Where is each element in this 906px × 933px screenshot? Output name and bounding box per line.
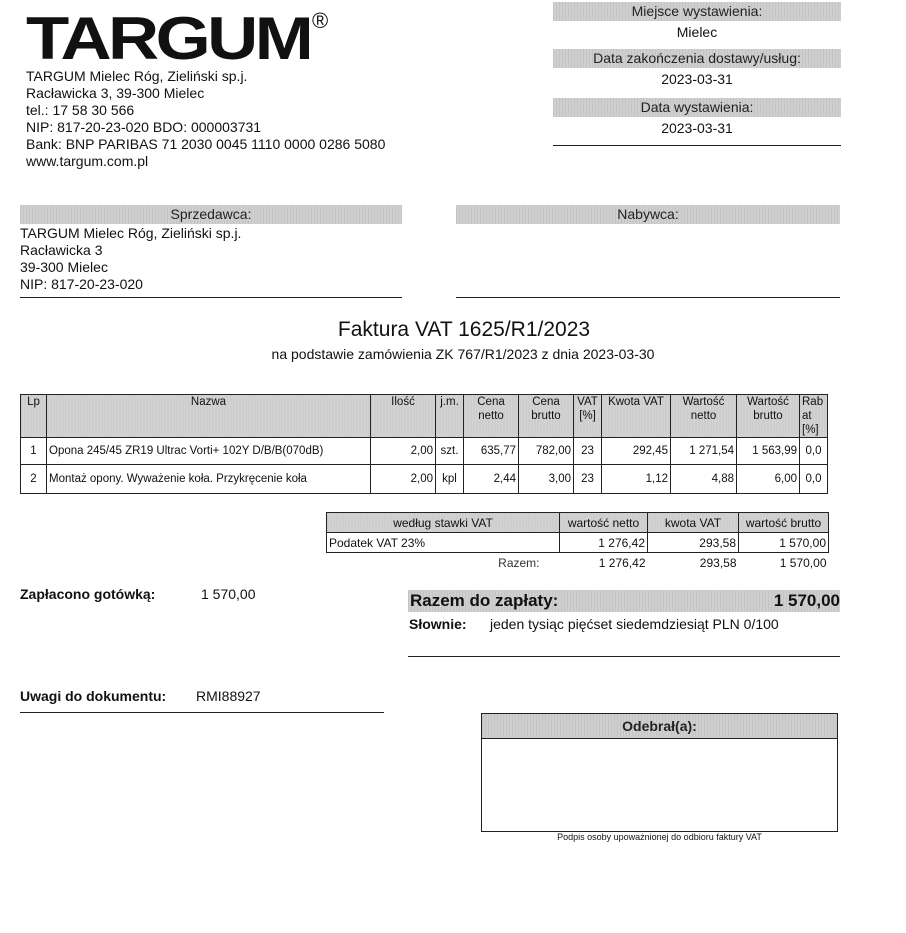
header-quantity: Ilość	[371, 395, 436, 438]
seller-nip: NIP: 817-20-23-020	[20, 276, 143, 292]
receiver-signature-box	[481, 713, 838, 832]
issue-place-label: Miejsce wystawienia:	[553, 2, 841, 21]
logo-text: TARGUM	[26, 5, 311, 72]
registered-mark: ®	[312, 8, 329, 33]
company-bank: Bank: BNP PARIBAS 71 2030 0045 1110 0000 0286 5080	[26, 136, 386, 152]
payment-label: Zapłacono gotówką:	[20, 586, 156, 602]
issue-date-block	[553, 98, 841, 139]
receiver-caption: Podpis osoby upoważnionej do odbioru faktury VAT	[557, 832, 762, 842]
delivery-date-label: Data zakończenia dostawy/usług:	[553, 49, 841, 68]
header-gross-price: Cena brutto	[519, 395, 574, 438]
vat-header-rate: według stawki VAT	[327, 513, 560, 533]
delivery-date-block	[553, 49, 841, 90]
cell-name: Montaż opony. Wyważenie koła. Przykręcenie koła	[47, 465, 371, 494]
table-row	[327, 533, 829, 553]
cell-vat-amount: 292,45	[602, 438, 671, 465]
targum-logo	[26, 5, 336, 72]
table-row	[21, 438, 828, 465]
in-words-value: jeden tysiąc pięćset siedemdziesiąt PLN 0/100	[490, 616, 779, 632]
cell-unit: szt.	[436, 438, 464, 465]
receiver-label: Odebrał(a):	[482, 714, 837, 739]
vat-header-vat: kwota VAT	[648, 513, 739, 533]
vat-total-vat: 293,58	[699, 555, 737, 570]
company-name: TARGUM Mielec Róg, Zieliński sp.j.	[26, 68, 248, 84]
vat-total-label: Razem:	[498, 555, 540, 570]
cell-net-value: 4,88	[671, 465, 737, 494]
seller-name: TARGUM Mielec Róg, Zieliński sp.j.	[20, 225, 242, 241]
cell-gross-value: 6,00	[737, 465, 800, 494]
seller-block	[20, 205, 402, 293]
cell-unit: kpl	[436, 465, 464, 494]
vat-net-cell: 1 276,42	[560, 533, 648, 553]
seller-street: Racławicka 3	[20, 242, 103, 258]
header-unit: j.m.	[436, 395, 464, 438]
vat-header-net: wartość netto	[560, 513, 648, 533]
vat-header-gross: wartość brutto	[739, 513, 829, 533]
cell-discount: 0,0	[800, 465, 828, 494]
cell-lp: 1	[21, 438, 47, 465]
remarks-label: Uwagi do dokumentu:	[20, 688, 167, 704]
header-discount: Rab at [%]	[800, 395, 828, 438]
buyer-label: Nabywca:	[456, 205, 840, 224]
vat-gross-cell: 1 570,00	[739, 533, 829, 553]
table-row	[21, 465, 828, 494]
vat-total-row	[327, 553, 829, 573]
cell-vat-amount: 1,12	[602, 465, 671, 494]
invoice-title: Faktura VAT 1625/R1/2023	[337, 318, 591, 341]
divider	[20, 297, 402, 298]
payment-value: 1 570,00	[201, 586, 256, 602]
cell-vat-rate: 23	[574, 438, 602, 465]
header-vat-rate: VAT [%]	[574, 395, 602, 438]
divider	[553, 145, 841, 146]
cell-quantity: 2,00	[371, 465, 436, 494]
issue-place-block	[553, 2, 841, 43]
header-name: Nazwa	[47, 395, 371, 438]
company-address: Racławicka 3, 39-300 Mielec	[26, 85, 205, 101]
cell-net-price: 635,77	[464, 438, 519, 465]
total-due-bar	[408, 590, 840, 612]
delivery-date-value: 2023-03-31	[661, 71, 733, 87]
remarks-value: RMI88927	[196, 688, 261, 704]
cell-vat-rate: 23	[574, 465, 602, 494]
vat-total-gross: 1 570,00	[779, 555, 827, 570]
issue-place-value: Mielec	[676, 24, 718, 40]
company-info	[26, 68, 385, 170]
total-due-value: 1 570,00	[773, 591, 840, 610]
cell-net-value: 1 271,54	[671, 438, 737, 465]
cell-gross-value: 1 563,99	[737, 438, 800, 465]
seller-label: Sprzedawca:	[20, 205, 402, 224]
cell-gross-price: 782,00	[519, 438, 574, 465]
cell-name: Opona 245/45 ZR19 Ultrac Vorti+ 102Y D/B/B(070dB)	[47, 438, 371, 465]
header-lp: Lp	[21, 395, 47, 438]
issue-date-label: Data wystawienia:	[553, 98, 841, 117]
divider	[408, 656, 840, 657]
cell-discount: 0,0	[800, 438, 828, 465]
header-gross-value: Wartość brutto	[737, 395, 800, 438]
vat-rate-cell: Podatek VAT 23%	[327, 533, 560, 553]
cell-net-price: 2,44	[464, 465, 519, 494]
header-net-price: Cena netto	[464, 395, 519, 438]
vat-amount-cell: 293,58	[648, 533, 739, 553]
vat-total-net: 1 276,42	[598, 555, 646, 570]
buyer-block	[456, 205, 840, 224]
header-vat-amount: Kwota VAT	[602, 395, 671, 438]
in-words-label: Słownie:	[409, 616, 467, 632]
seller-city: 39-300 Mielec	[20, 259, 108, 275]
company-phone: tel.: 17 58 30 566	[26, 102, 135, 118]
header-net-value: Wartość netto	[671, 395, 737, 438]
divider	[456, 297, 840, 298]
invoice-subtitle: na podstawie zamówienia ZK 767/R1/2023 z dnia 2023-03-30	[271, 346, 655, 362]
cell-gross-price: 3,00	[519, 465, 574, 494]
cell-quantity: 2,00	[371, 438, 436, 465]
divider	[20, 712, 384, 713]
company-nip-bdo: NIP: 817-20-23-020 BDO: 000003731	[26, 119, 262, 135]
company-website: www.targum.com.pl	[26, 153, 149, 169]
items-table	[20, 394, 828, 494]
issue-date-value: 2023-03-31	[661, 120, 733, 136]
vat-summary-table	[326, 512, 829, 572]
total-due-label: Razem do zapłaty:	[410, 591, 559, 610]
cell-lp: 2	[21, 465, 47, 494]
